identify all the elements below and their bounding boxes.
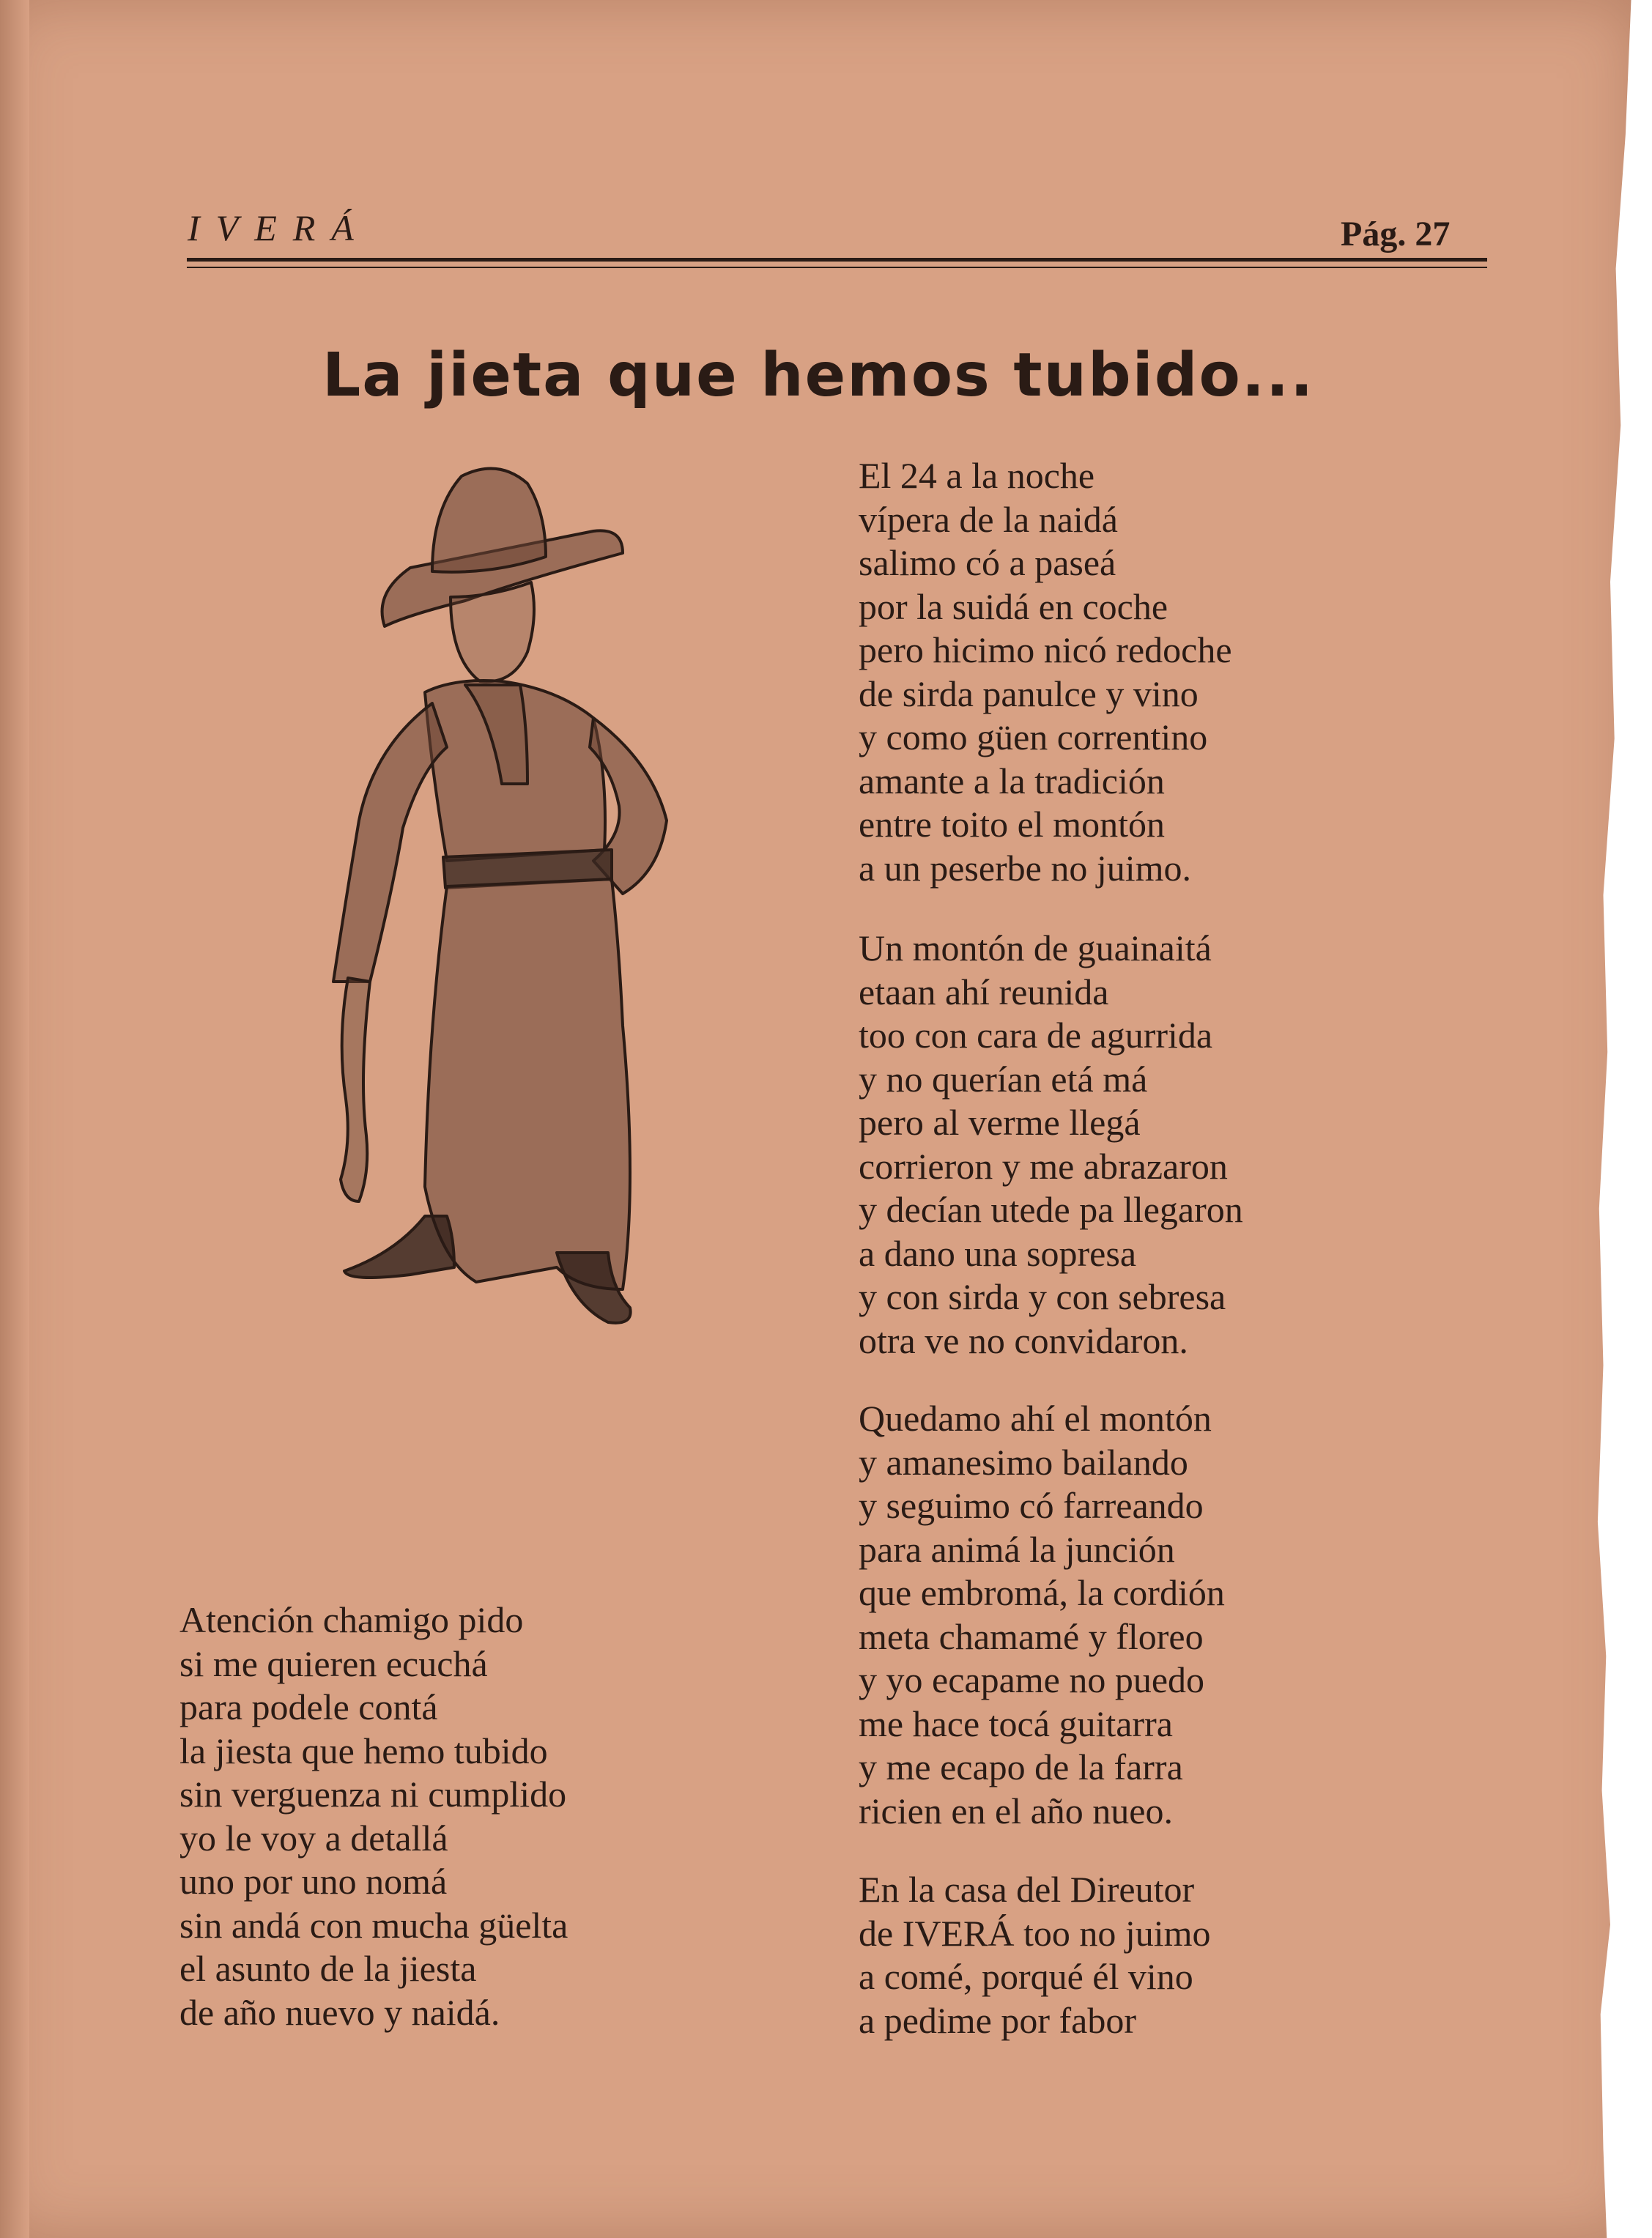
verse-line: que embromá, la cordión: [859, 1572, 1225, 1613]
verse-line: uno por uno nomá: [179, 1861, 448, 1902]
verse-line: En la casa del Direutor: [859, 1869, 1195, 1910]
verse-line: me hace tocá guitarra: [859, 1702, 1173, 1744]
gaucho-figure-illustration: [212, 440, 769, 1538]
stanza-5: [859, 1868, 1211, 2042]
verse-line: El 24 a la noche: [859, 455, 1095, 496]
verse-line: y amanesimo bailando: [859, 1441, 1188, 1483]
verse-line: vípera de la naidá: [859, 498, 1118, 540]
verse-line: de año nuevo y naidá.: [179, 1991, 500, 2033]
verse-line: de sirda panulce y vino: [859, 672, 1199, 714]
article-title: La jieta que hemos tubido...: [322, 341, 1315, 410]
verse-line: y decían utede pa llegaron: [859, 1189, 1243, 1230]
stanza-4: [859, 1397, 1225, 1833]
page-number: Pág. 27: [1341, 215, 1451, 253]
verse-line: salimo có a paseá: [859, 542, 1116, 583]
verse-line: pero al verme llegá: [859, 1102, 1141, 1143]
verse-line: por la suidá en coche: [859, 585, 1168, 627]
verse-line: Quedamo ahí el montón: [859, 1398, 1212, 1439]
verse-line: y seguimo có farreando: [859, 1485, 1204, 1526]
verse-line: y no querían etá má: [859, 1058, 1148, 1100]
verse-line: a pedime por fabor: [859, 1999, 1137, 2041]
verse-line: y yo ecapame no puedo: [859, 1659, 1205, 1700]
verse-line: sin andá con mucha güelta: [179, 1904, 568, 1946]
verse-line: meta chamamé y floreo: [859, 1615, 1204, 1657]
verse-line: para animá la junción: [859, 1528, 1175, 1570]
magazine-title: IVERÁ: [188, 207, 370, 248]
verse-line: ricien en el año nueo.: [859, 1790, 1173, 1831]
verse-line: pero hicimo nicó redoche: [859, 629, 1232, 670]
verse-line: otra ve no convidaron.: [859, 1319, 1188, 1361]
verse-line: para podele contá: [179, 1686, 438, 1727]
verse-line: y con sirda y con sebresa: [859, 1276, 1226, 1317]
verse-line: entre toito el montón: [859, 804, 1165, 845]
stanza-2: [859, 454, 1232, 890]
verse-line: yo le voy a detallá: [179, 1817, 448, 1859]
verse-line: a un peserbe no juimo.: [859, 847, 1192, 889]
verse-line: y como güen correntino: [859, 716, 1208, 757]
verse-line: si me quieren ecuchá: [179, 1642, 488, 1684]
verse-line: Atención chamigo pido: [179, 1599, 524, 1640]
verse-line: el asunto de la jiesta: [179, 1948, 477, 1989]
header-rule-thin: [187, 267, 1487, 268]
verse-line: amante a la tradición: [859, 760, 1165, 801]
verse-line: y me ecapo de la farra: [859, 1746, 1183, 1787]
verse-line: etaan ahí reunida: [859, 971, 1109, 1012]
header-rule: [187, 258, 1487, 262]
verse-line: Un montón de guainaitá: [859, 927, 1212, 968]
page-spine: [0, 0, 29, 2238]
verse-line: a dano una sopresa: [859, 1232, 1137, 1274]
verse-line: sin verguenza ni cumplido: [179, 1774, 567, 1815]
stanza-3: [859, 927, 1243, 1363]
verse-line: a comé, porqué él vino: [859, 1956, 1193, 1997]
verse-line: de IVERÁ too no juimo: [859, 1912, 1211, 1954]
verse-line: too con cara de agurrida: [859, 1015, 1213, 1056]
verse-line: la jiesta que hemo tubido: [179, 1730, 548, 1771]
stanza-1: [179, 1598, 568, 2034]
verse-line: corrieron y me abrazaron: [859, 1145, 1228, 1187]
